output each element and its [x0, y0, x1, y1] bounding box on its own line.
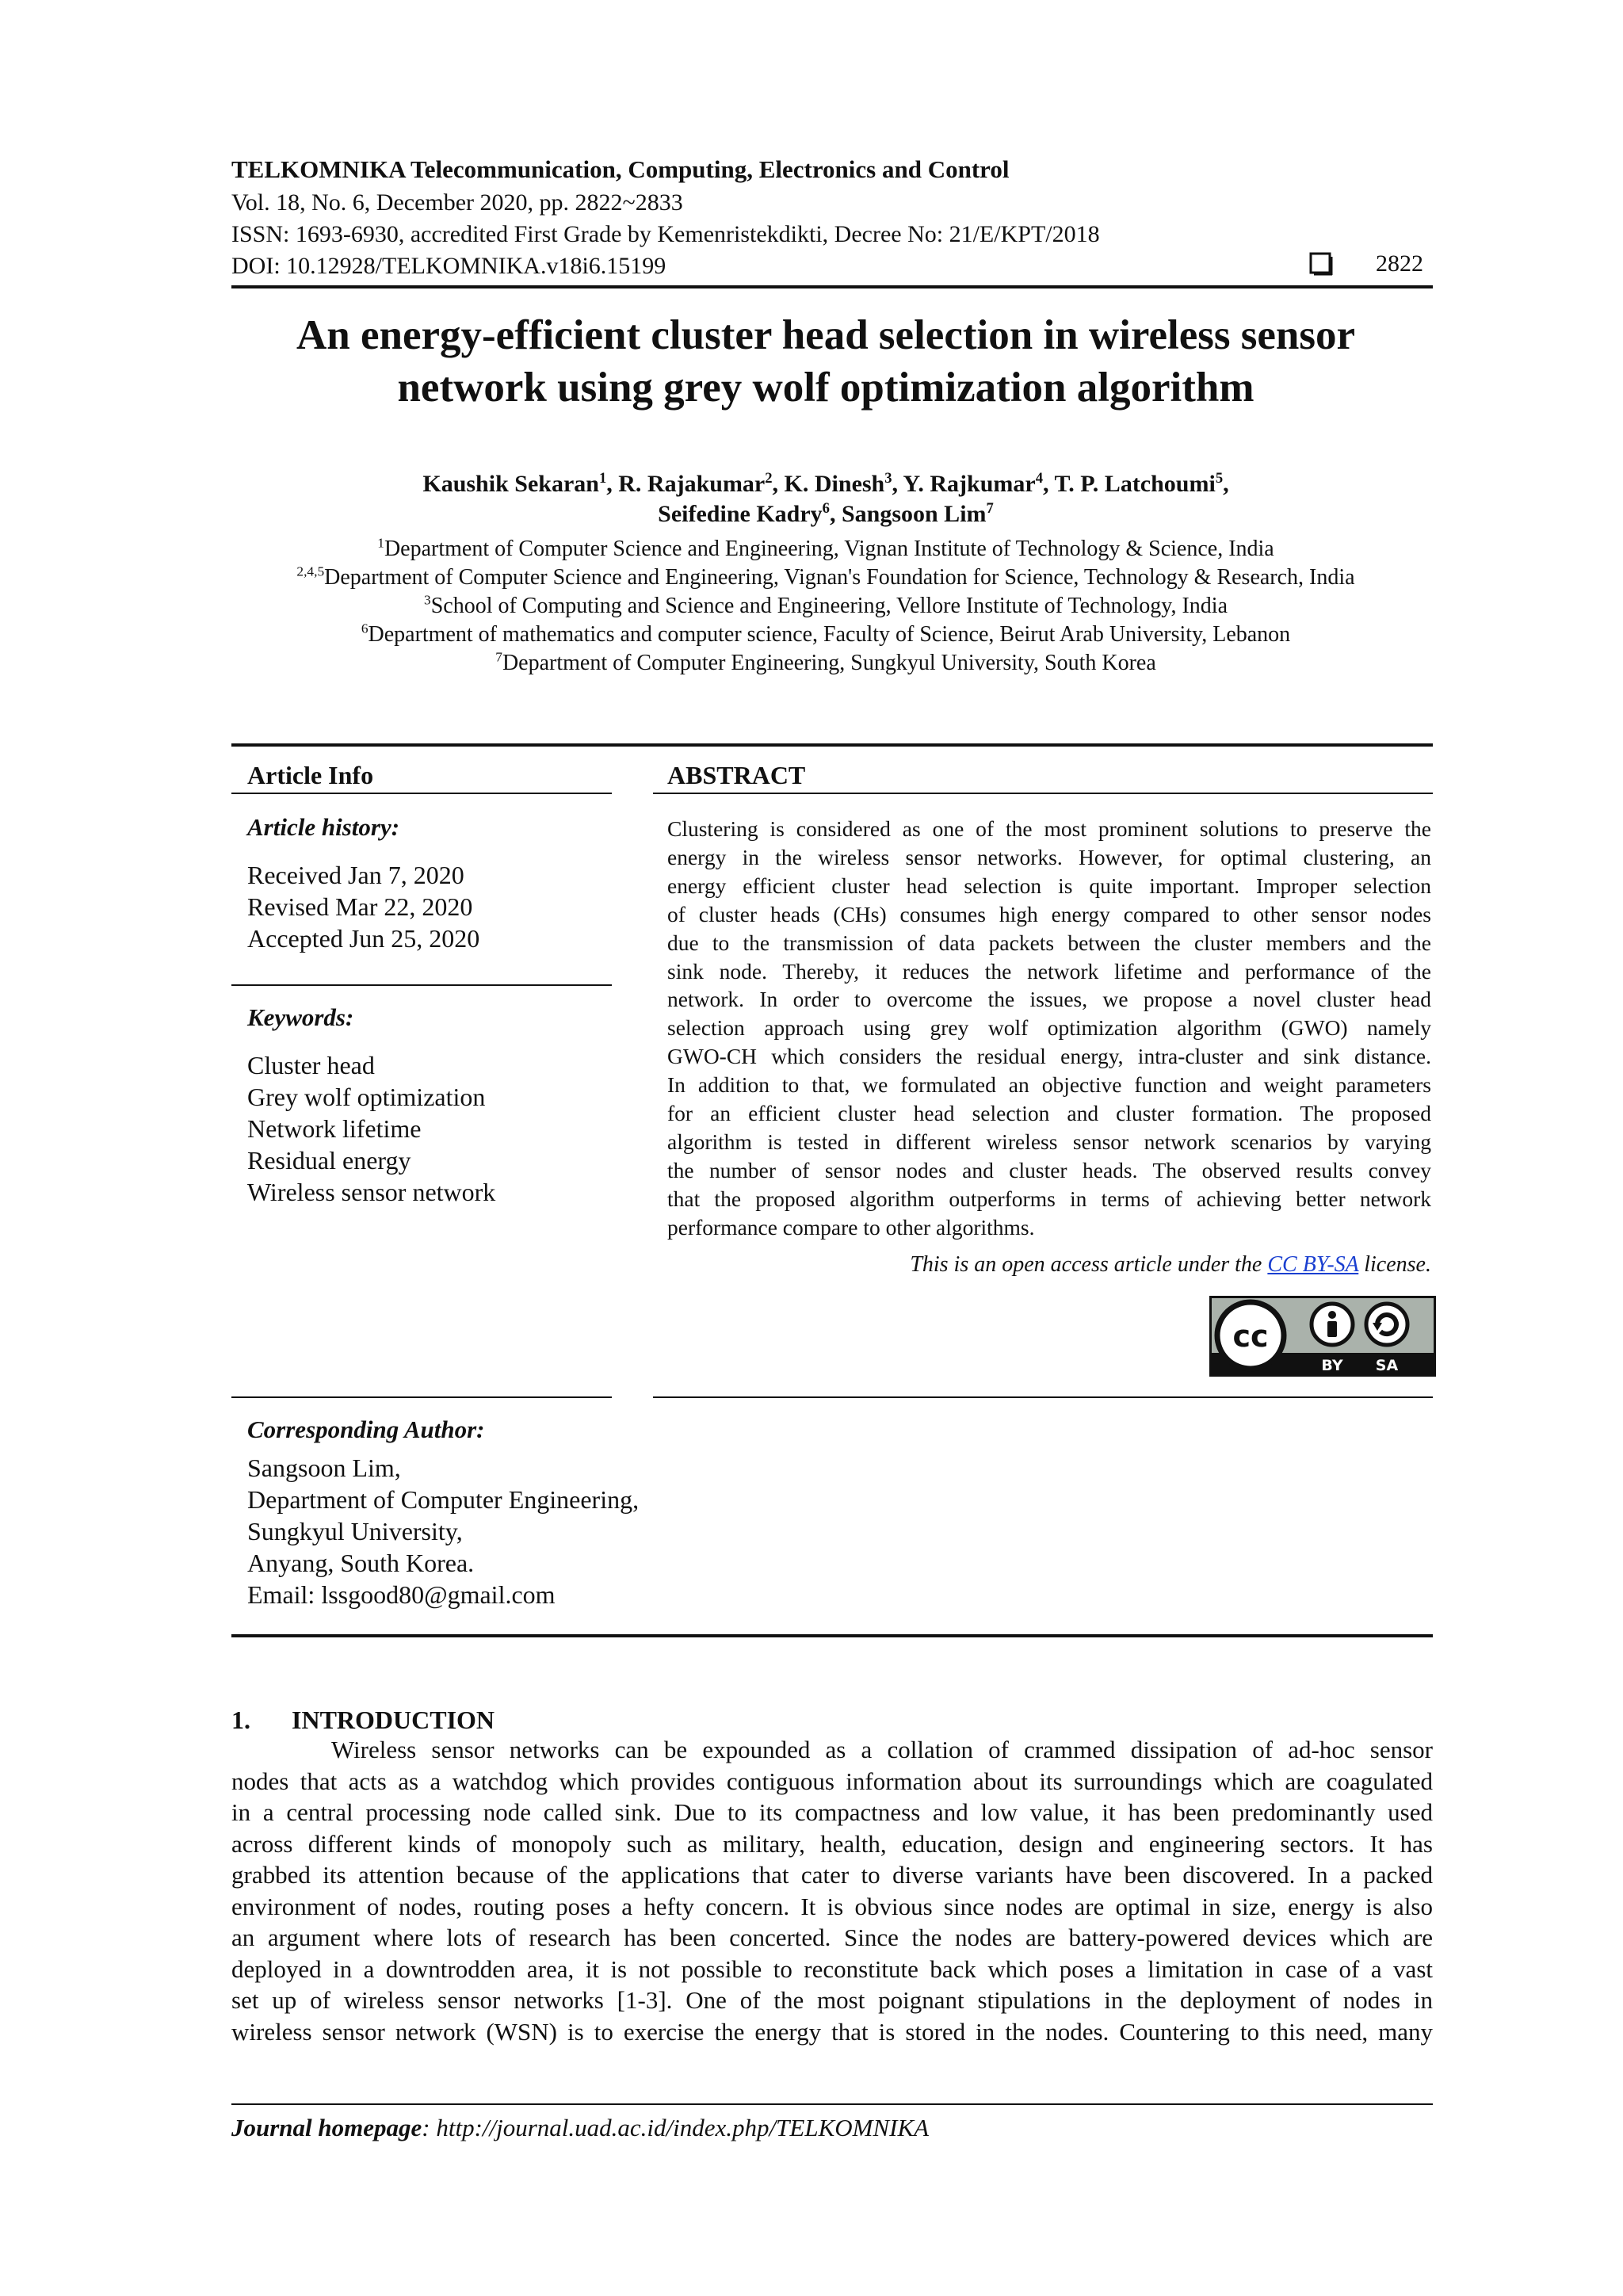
corresponding-email[interactable]: Email: lssgood80@gmail.com	[247, 1580, 556, 1609]
homepage-url[interactable]: : http://journal.uad.ac.id/index.php/TELKOMNIKA	[422, 2114, 930, 2141]
keyword-item: Grey wolf optimization	[247, 1083, 486, 1111]
corresponding-rule-right	[653, 1396, 1433, 1398]
abstract-line: GWO-CH which considers the residual energy, intra-cluster and sink distance.	[667, 1044, 1431, 1069]
author-sup: 1	[598, 470, 607, 487]
intro-line: in a central processing node called sink. Due to its compactness and low value, it has been predominantly used	[231, 1798, 1433, 1826]
keyword-item: Cluster head	[247, 1051, 375, 1079]
abstract-line: network. In order to overcome the issues, we propose a novel cluster head	[667, 987, 1431, 1012]
author-name: T. P. Latchoumi	[1054, 471, 1216, 497]
affiliation: $^6$Department of mathematics and computer science, Faculty of Science, Beirut Arab University, Lebanon	[361, 621, 1291, 647]
keyword-item: Wireless sensor network	[247, 1178, 496, 1206]
page-number: 2822	[1376, 250, 1423, 277]
keywords-list	[247, 1049, 495, 1208]
affiliation: $^7$Department of Computer Engineering, Sungkyul University, South Korea	[495, 649, 1156, 675]
abstract-line: of cluster heads (CHs) consumes high energy compared to other sensor nodes	[667, 901, 1431, 926]
keyword-item: Network lifetime	[247, 1114, 422, 1143]
abstract-line: for an efficient cluster head selection and cluster formation. The proposed	[667, 1101, 1431, 1126]
affiliation: $^3$School of Computing and Science and Engineering, Vellore Institute of Technology, India	[424, 592, 1228, 618]
title-line-2: network using grey wolf optimization algorithm	[397, 365, 1254, 411]
abstract-rule	[653, 793, 1433, 794]
author-name: Sangsoon Lim	[841, 501, 987, 527]
introduction-body	[231, 1734, 1433, 2047]
author-sup: 5	[1215, 470, 1224, 487]
author-name: K. Dinesh	[784, 471, 885, 497]
abstract-body	[667, 815, 1431, 1242]
intro-line: grabbed its attention because of the applications that cater to diverse variants have been discovered. In a packed	[231, 1861, 1433, 1889]
affiliation: $^1$Department of Computer Science and Engineering, Vignan Institute of Technology & Science, India	[377, 535, 1274, 561]
abstract-line: performance compare to other algorithms.	[667, 1214, 1035, 1240]
affiliation: $^{2,4,5}$Department of Computer Science and Engineering, Vignan's Foundation for Science, Technology & Research, India	[296, 563, 1355, 590]
issn-info: ISSN: 1693-6930, accredited First Grade by Kemenristekdikti, Decree No: 21/E/KPT/2018	[231, 221, 1100, 247]
by-label: BY	[1321, 1357, 1343, 1374]
history-item: Revised Mar 22, 2020	[247, 892, 473, 921]
keyword-item: Residual energy	[247, 1146, 411, 1175]
author-sup: 6	[822, 500, 830, 517]
corresponding-details	[247, 1452, 639, 1610]
abstract-line: the number of sensor nodes and cluster heads. The observed results convey	[667, 1157, 1431, 1182]
intro-line: set up of wireless sensor networks [1-3]. One of the most poignant stipulations in the deployment of nodes in	[231, 1986, 1433, 2014]
history-list	[247, 859, 479, 954]
abstract-line: selection approach using grey wolf optimization algorithm (GWO) namely	[667, 1015, 1431, 1041]
intro-line: an argument where lots of research has been concerted. Since the nodes are battery-powered devices which are	[231, 1924, 1433, 1951]
corresponding-line: Sangsoon Lim,	[247, 1454, 401, 1482]
cc-by-sa-badge[interactable]	[1209, 1296, 1436, 1377]
info-top-rule	[231, 743, 1433, 747]
abstract-line: sink node. Thereby, it reduces the network lifetime and performance of the	[667, 958, 1431, 984]
authors-line-1: Kaushik Sekaran$^1$, R. Rajakumar$^2$, K. Dinesh$^3$, Y. Rajkumar$^4$, T. P. Latchoumi$^5$,	[422, 470, 1229, 497]
author-sup: 2	[765, 470, 773, 487]
license-note: This is an open access article under the CC BY-SA license.	[910, 1252, 1431, 1277]
journal-homepage	[231, 2114, 929, 2142]
corresponding-line: Department of Computer Engineering,	[247, 1485, 640, 1514]
corresponding-heading: Corresponding Author:	[247, 1415, 485, 1443]
square-box-icon	[1309, 252, 1333, 276]
abstract-line: In addition to that, we formulated an objective function and weight parameters	[667, 1072, 1431, 1098]
article-info-heading: Article Info	[247, 761, 374, 789]
doi-info: DOI: 10.12928/TELKOMNIKA.v18i6.15199	[231, 253, 666, 279]
abstract-heading: ABSTRACT	[667, 761, 806, 789]
homepage-label: Journal homepage	[231, 2114, 422, 2141]
author-name: Kaushik Sekaran	[422, 471, 599, 497]
author-name: R. Rajakumar	[618, 471, 766, 497]
intro-line: nodes that acts as a watchdog which provides contiguous information about its surroundings which are coagulated	[231, 1767, 1433, 1795]
abstract-line: algorithm is tested in different wireless sensor network scenarios by varying	[667, 1129, 1431, 1154]
author-sup: 4	[1035, 470, 1043, 487]
cc-logo-text: cc	[1232, 1319, 1269, 1354]
paper-title	[231, 309, 1420, 414]
keywords-heading: Keywords:	[247, 1003, 354, 1031]
title-line-1: An energy-efficient cluster head selection in wireless sensor	[296, 312, 1356, 358]
abstract-line: Clustering is considered as one of the most prominent solutions to preserve the	[667, 816, 1431, 841]
person-icon	[1328, 1311, 1336, 1319]
history-item: Received Jan 7, 2020	[247, 861, 464, 889]
author-sup: 7	[986, 500, 994, 517]
intro-line: across different kinds of monopoly such as military, health, education, design and engineering sectors. It has	[231, 1829, 1433, 1858]
introduction-heading: 1. INTRODUCTION	[231, 1706, 495, 1734]
article-info-rule	[231, 793, 612, 794]
intro-line: Wireless sensor networks can be expounded as a collation of crammed dissipation of ad-hoc sensor	[331, 1736, 1433, 1763]
abstract-line: energy in the wireless sensor networks. However, for optimal clustering, an	[667, 844, 1431, 869]
keywords-rule	[231, 984, 612, 986]
author-list	[231, 469, 1420, 529]
history-item: Accepted Jun 25, 2020	[247, 924, 480, 953]
footer-rule	[231, 2103, 1433, 2105]
abstract-line: energy efficient cluster head selection is quite important. Improper selection	[667, 873, 1431, 898]
intro-line: deployed in a downtrodden area, it is not possible to reconstitute back which poses a limitation in case of a vast	[231, 1954, 1433, 1983]
corresponding-line: Anyang, South Korea.	[247, 1549, 475, 1577]
author-name: Y. Rajkumar	[903, 471, 1036, 497]
intro-line: wireless sensor network (WSN) is to exercise the energy that is stored in the nodes. Countering to this need, many	[231, 2017, 1433, 2046]
cc-by-sa-link[interactable]: CC BY-SA	[1267, 1252, 1359, 1277]
info-bottom-rule	[231, 1634, 1433, 1637]
intro-line: environment of nodes, routing poses a hefty concern. It is obvious since nodes are optimal in size, energy is also	[231, 1892, 1433, 1920]
abstract-line: that the proposed algorithm outperforms in terms of achieving better network	[667, 1186, 1431, 1211]
sa-label: SA	[1375, 1357, 1399, 1374]
corresponding-rule-left	[231, 1396, 612, 1398]
abstract-line: due to the transmission of data packets between the cluster members and the	[667, 930, 1431, 955]
author-sup: 3	[884, 470, 892, 487]
journal-name: TELKOMNIKA Telecommunication, Computing, Electronics and Control	[231, 155, 1010, 183]
history-heading: Article history:	[247, 813, 400, 841]
corresponding-line: Sungkyul University,	[247, 1517, 463, 1545]
affiliation-list	[158, 535, 1493, 678]
header-rule	[231, 285, 1433, 288]
author-name: Seifedine Kadry	[658, 501, 823, 527]
authors-line-2: Seifedine Kadry$^6$, Sangsoon Lim$^7$	[658, 500, 994, 527]
volume-info: Vol. 18, No. 6, December 2020, pp. 2822~2833	[231, 189, 683, 216]
